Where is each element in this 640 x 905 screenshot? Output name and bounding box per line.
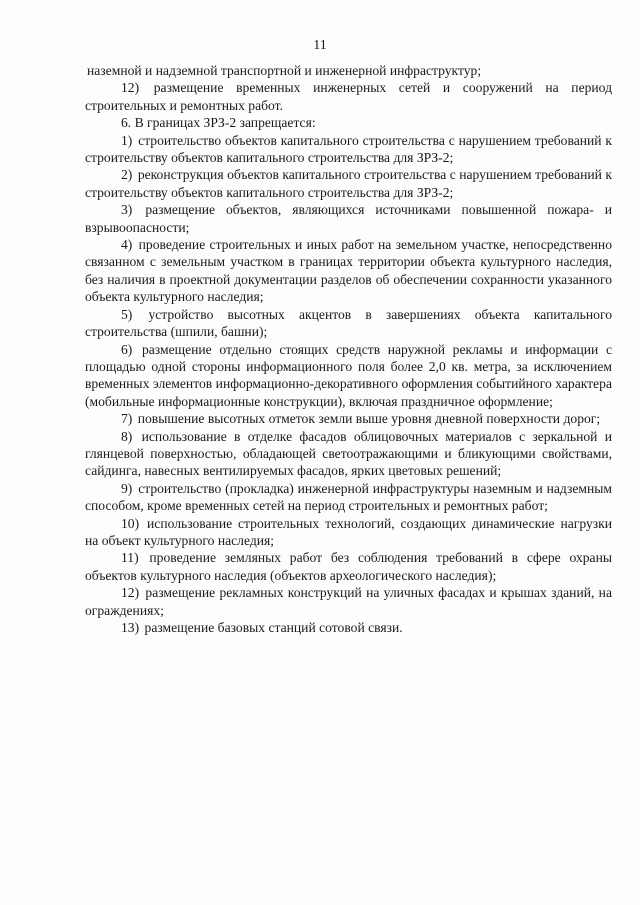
paragraph	[85, 619, 612, 636]
item-number: 8)	[121, 428, 133, 444]
paragraph	[85, 410, 612, 427]
paragraph	[85, 62, 612, 79]
item-number: 9)	[121, 480, 133, 496]
item-number: 13)	[121, 620, 140, 635]
paragraph-text: строительство (прокладка) инженерной инфраструктуры наземным и надземным способом, кроме временных сетей на период строительных и ремонтных работ;	[85, 480, 612, 514]
paragraph-text: устройство высотных акцентов в завершениях объекта капитального строительства (шпили, башни);	[85, 306, 612, 340]
page-number: 11	[313, 38, 327, 53]
item-number: 4)	[121, 237, 133, 253]
item-number: 10)	[121, 515, 140, 531]
paragraph	[85, 549, 612, 584]
document-body	[85, 62, 612, 636]
paragraph-text: строительство объектов капитального строительства с нарушением требований к строительству объектов капитального строительства для ЗРЗ-2;	[85, 132, 612, 166]
paragraph-text: размещение объектов, являющихся источниками повышенной пожара- и взрывоопасности;	[85, 202, 612, 235]
paragraph-text: размещение временных инженерных сетей и сооружений на период строительных и ремонтных работ.	[85, 80, 612, 113]
paragraph	[85, 584, 612, 619]
paragraph	[85, 132, 612, 167]
paragraph	[85, 341, 612, 411]
paragraph-text: проведение строительных и иных работ на земельном участке, непосредственно связанном с земельным участком в границах территории объекта культурного наследия, без наличия в проектной документации разделов об обеспечении сохранности указанного объекта культурного наследия;	[85, 237, 612, 305]
paragraph-text: проведение земляных работ без соблюдения требований в сфере охраны объектов культурного наследия (объектов археологического наследия);	[85, 550, 612, 583]
item-number: 3)	[121, 202, 133, 218]
section-heading	[85, 114, 612, 131]
paragraph	[85, 166, 612, 201]
paragraph	[85, 236, 612, 306]
paragraph-text: реконструкция объектов капитального строительства с нарушением требований к строительству объектов капитального строительства для ЗРЗ-2;	[85, 167, 612, 200]
paragraph-text: повышение высотных отметок земли выше уровня дневной поверхности дорог;	[137, 411, 601, 427]
item-number: 6)	[121, 341, 133, 357]
item-number: 5)	[121, 306, 133, 322]
paragraph-text: использование в отделке фасадов облицовочных материалов с зеркальной и глянцевой поверхностью, обладающей светоотражающими и бликующими свойствами, сайдинга, навесных вентилируемых фасадов, ярких цветовых решений;	[85, 428, 613, 479]
paragraph-text: размещение отдельно стоящих средств наружной рекламы и информации с площадью одной стороны информационного поля более 2,0 кв. метра, за исключением временных элементов информационно-декоративного оформления событийного характера (мобильные информационные конструкции), включая праздничное оформление;	[85, 341, 612, 409]
paragraph	[85, 201, 612, 236]
paragraph-text: наземной и надземной транспортной и инженерной инфраструктур;	[87, 63, 482, 78]
item-number: 1)	[121, 132, 133, 148]
paragraph-text: размещение рекламных конструкций на уличных фасадах и крышах зданий, на ограждениях;	[85, 585, 612, 618]
paragraph	[85, 480, 612, 515]
item-number: 12)	[121, 585, 140, 601]
paragraph	[85, 306, 612, 341]
paragraph	[85, 428, 612, 480]
paragraph	[85, 79, 612, 114]
item-number: 12)	[121, 80, 140, 96]
paragraph-text: использование строительных технологий, создающих динамические нагрузки на объект культурного наследия;	[85, 515, 612, 548]
paragraph	[85, 515, 612, 550]
item-number: 11)	[121, 550, 139, 566]
item-number: 7)	[121, 411, 133, 427]
item-number: 2)	[121, 167, 133, 183]
paragraph-text: размещение базовых станций сотовой связи.	[144, 620, 403, 635]
paragraph-text: 6. В границах ЗРЗ-2 запрещается:	[121, 115, 316, 131]
